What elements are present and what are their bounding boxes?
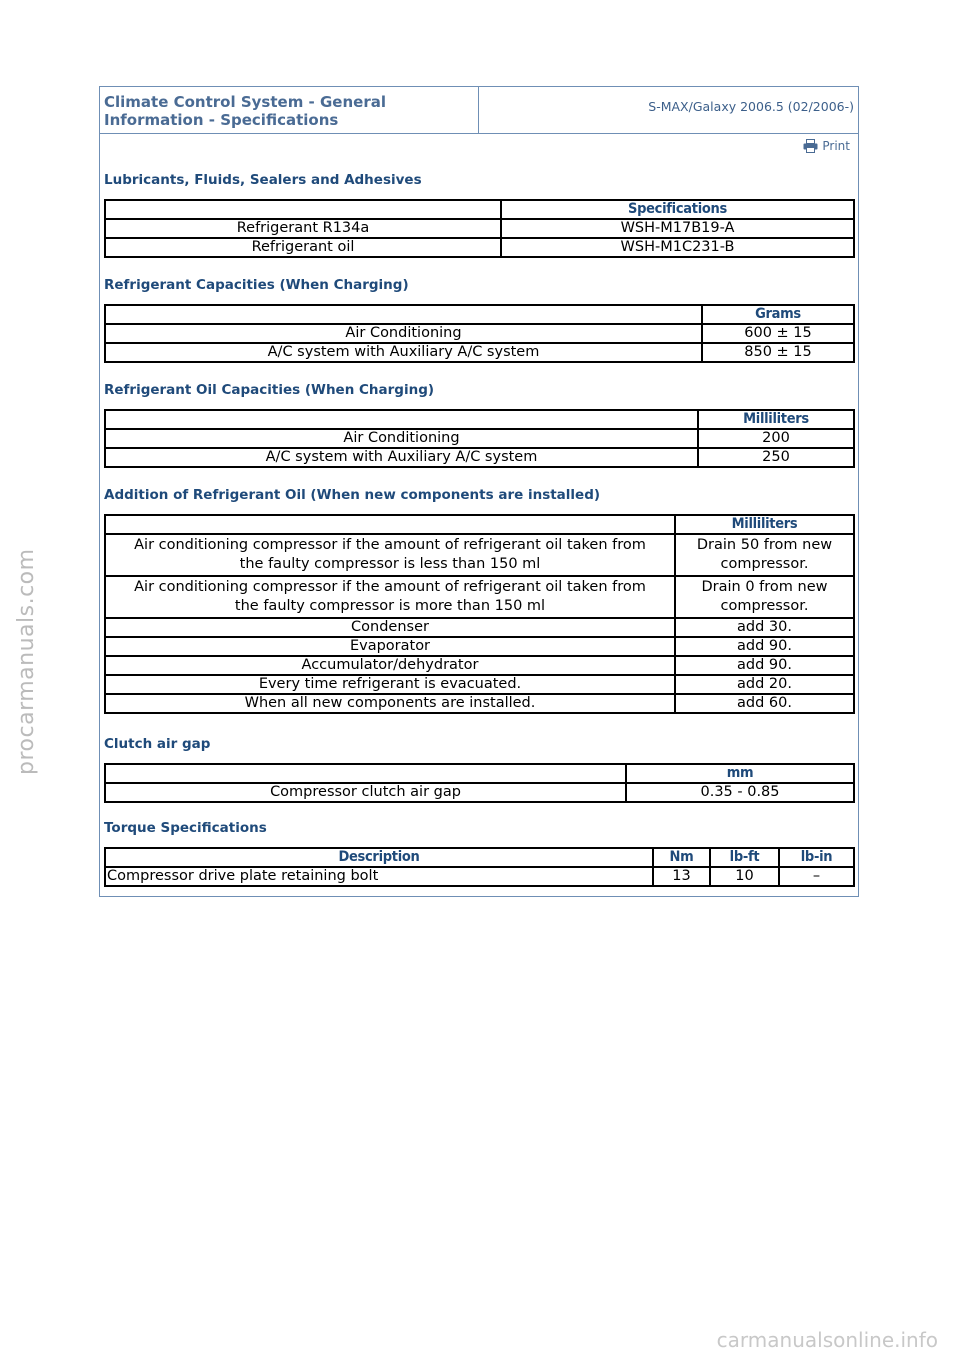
table-row	[105, 675, 854, 694]
table-cell-item: Refrigerant R134a	[105, 219, 501, 238]
table-row	[105, 576, 854, 618]
table-header-blank	[105, 200, 501, 219]
table-row	[105, 867, 854, 886]
printer-icon	[803, 139, 818, 153]
table-row	[105, 343, 854, 362]
table-cell-value: 200	[698, 429, 854, 448]
table-header-blank	[105, 515, 675, 534]
table-cell-value: 850 ± 15	[702, 343, 854, 362]
table-cell-description: Compressor drive plate retaining bolt	[105, 867, 653, 886]
section-title-lubricants: Lubricants, Fluids, Sealers and Adhesives	[104, 172, 422, 188]
model-label: S-MAX/Galaxy 2006.5 (02/2006-)	[648, 99, 854, 114]
cell-line: compressor.	[720, 556, 809, 572]
table-header: mm	[626, 764, 854, 783]
table-cell-item: When all new components are installed.	[105, 694, 675, 713]
table-row	[105, 783, 854, 802]
lubricants-table	[104, 199, 855, 258]
table-cell-item	[105, 534, 675, 576]
section-title-oil-capacities: Refrigerant Oil Capacities (When Charging)	[104, 382, 435, 398]
table-cell-item: Condenser	[105, 618, 675, 637]
refrigerant-capacities-table	[104, 304, 855, 363]
table-row	[105, 324, 854, 343]
page-title-line-2: Information - Specifications	[104, 111, 339, 129]
table-cell-item: Accumulator/dehydrator	[105, 656, 675, 675]
cell-line: the faulty compressor is less than 150 ml	[239, 556, 541, 572]
section-title-refrigerant-capacities: Refrigerant Capacities (When Charging)	[104, 277, 409, 293]
table-cell-item	[105, 576, 675, 618]
table-row	[105, 637, 854, 656]
cell-line: Drain 50 from new	[696, 537, 833, 553]
cell-line: Air conditioning compressor if the amount of refrigerant oil taken from	[134, 537, 646, 553]
table-row	[105, 219, 854, 238]
bottom-watermark: carmanualsonline.info	[716, 1328, 938, 1352]
print-label: Print	[822, 139, 850, 153]
table-row	[105, 694, 854, 713]
table-cell-value: add 30.	[675, 618, 854, 637]
spec-page-frame	[99, 86, 859, 897]
table-cell-item: Air Conditioning	[105, 429, 698, 448]
table-cell-value: add 20.	[675, 675, 854, 694]
cell-line: Drain 0 from new	[701, 579, 828, 595]
table-cell-value: 600 ± 15	[702, 324, 854, 343]
table-header: Milliliters	[698, 410, 854, 429]
table-cell-value: WSH-M17B19-A	[501, 219, 854, 238]
table-row	[105, 656, 854, 675]
table-cell-item: Air Conditioning	[105, 324, 702, 343]
page-title-line-1: Climate Control System - General	[104, 93, 386, 111]
page-title	[100, 87, 479, 133]
oil-addition-table	[104, 514, 855, 714]
table-cell-item: Refrigerant oil	[105, 238, 501, 257]
table-cell-value	[675, 534, 854, 576]
table-row	[105, 238, 854, 257]
table-cell-lbin: –	[779, 867, 854, 886]
section-title-oil-addition: Addition of Refrigerant Oil (When new components are installed)	[104, 487, 601, 503]
side-watermark: procarmanuals.com	[14, 548, 39, 775]
table-header: Grams	[702, 305, 854, 324]
table-header-blank	[105, 764, 626, 783]
table-cell-value	[675, 576, 854, 618]
table-cell-value: 250	[698, 448, 854, 467]
table-header-blank	[105, 305, 702, 324]
oil-capacities-table	[104, 409, 855, 468]
clutch-gap-table	[104, 763, 855, 803]
torque-table	[104, 847, 855, 887]
table-cell-item: Compressor clutch air gap	[105, 783, 626, 802]
section-title-torque: Torque Specifications	[104, 820, 267, 836]
table-cell-item: A/C system with Auxiliary A/C system	[105, 343, 702, 362]
table-cell-value: add 90.	[675, 656, 854, 675]
table-header-nm: Nm	[653, 848, 710, 867]
table-cell-item: A/C system with Auxiliary A/C system	[105, 448, 698, 467]
table-header: Milliliters	[675, 515, 854, 534]
table-cell-value: 0.35 - 0.85	[626, 783, 854, 802]
table-cell-value: WSH-M1C231-B	[501, 238, 854, 257]
table-cell-value: add 60.	[675, 694, 854, 713]
table-row	[105, 618, 854, 637]
table-header-blank	[105, 410, 698, 429]
section-title-clutch-gap: Clutch air gap	[104, 736, 211, 752]
print-button[interactable]	[803, 139, 850, 153]
cell-line: compressor.	[720, 598, 809, 614]
table-cell-item: Evaporator	[105, 637, 675, 656]
cell-line: Air conditioning compressor if the amount of refrigerant oil taken from	[134, 579, 646, 595]
table-row	[105, 534, 854, 576]
table-cell-nm: 13	[653, 867, 710, 886]
table-header-lbft: lb-ft	[710, 848, 779, 867]
table-header-description: Description	[105, 848, 653, 867]
table-row	[105, 448, 854, 467]
table-header: Specifications	[501, 200, 854, 219]
page-header	[100, 87, 858, 134]
table-header-lbin: lb-in	[779, 848, 854, 867]
table-cell-value: add 90.	[675, 637, 854, 656]
table-cell-lbft: 10	[710, 867, 779, 886]
table-cell-item: Every time refrigerant is evacuated.	[105, 675, 675, 694]
cell-line: the faulty compressor is more than 150 ml	[234, 598, 546, 614]
table-row	[105, 429, 854, 448]
